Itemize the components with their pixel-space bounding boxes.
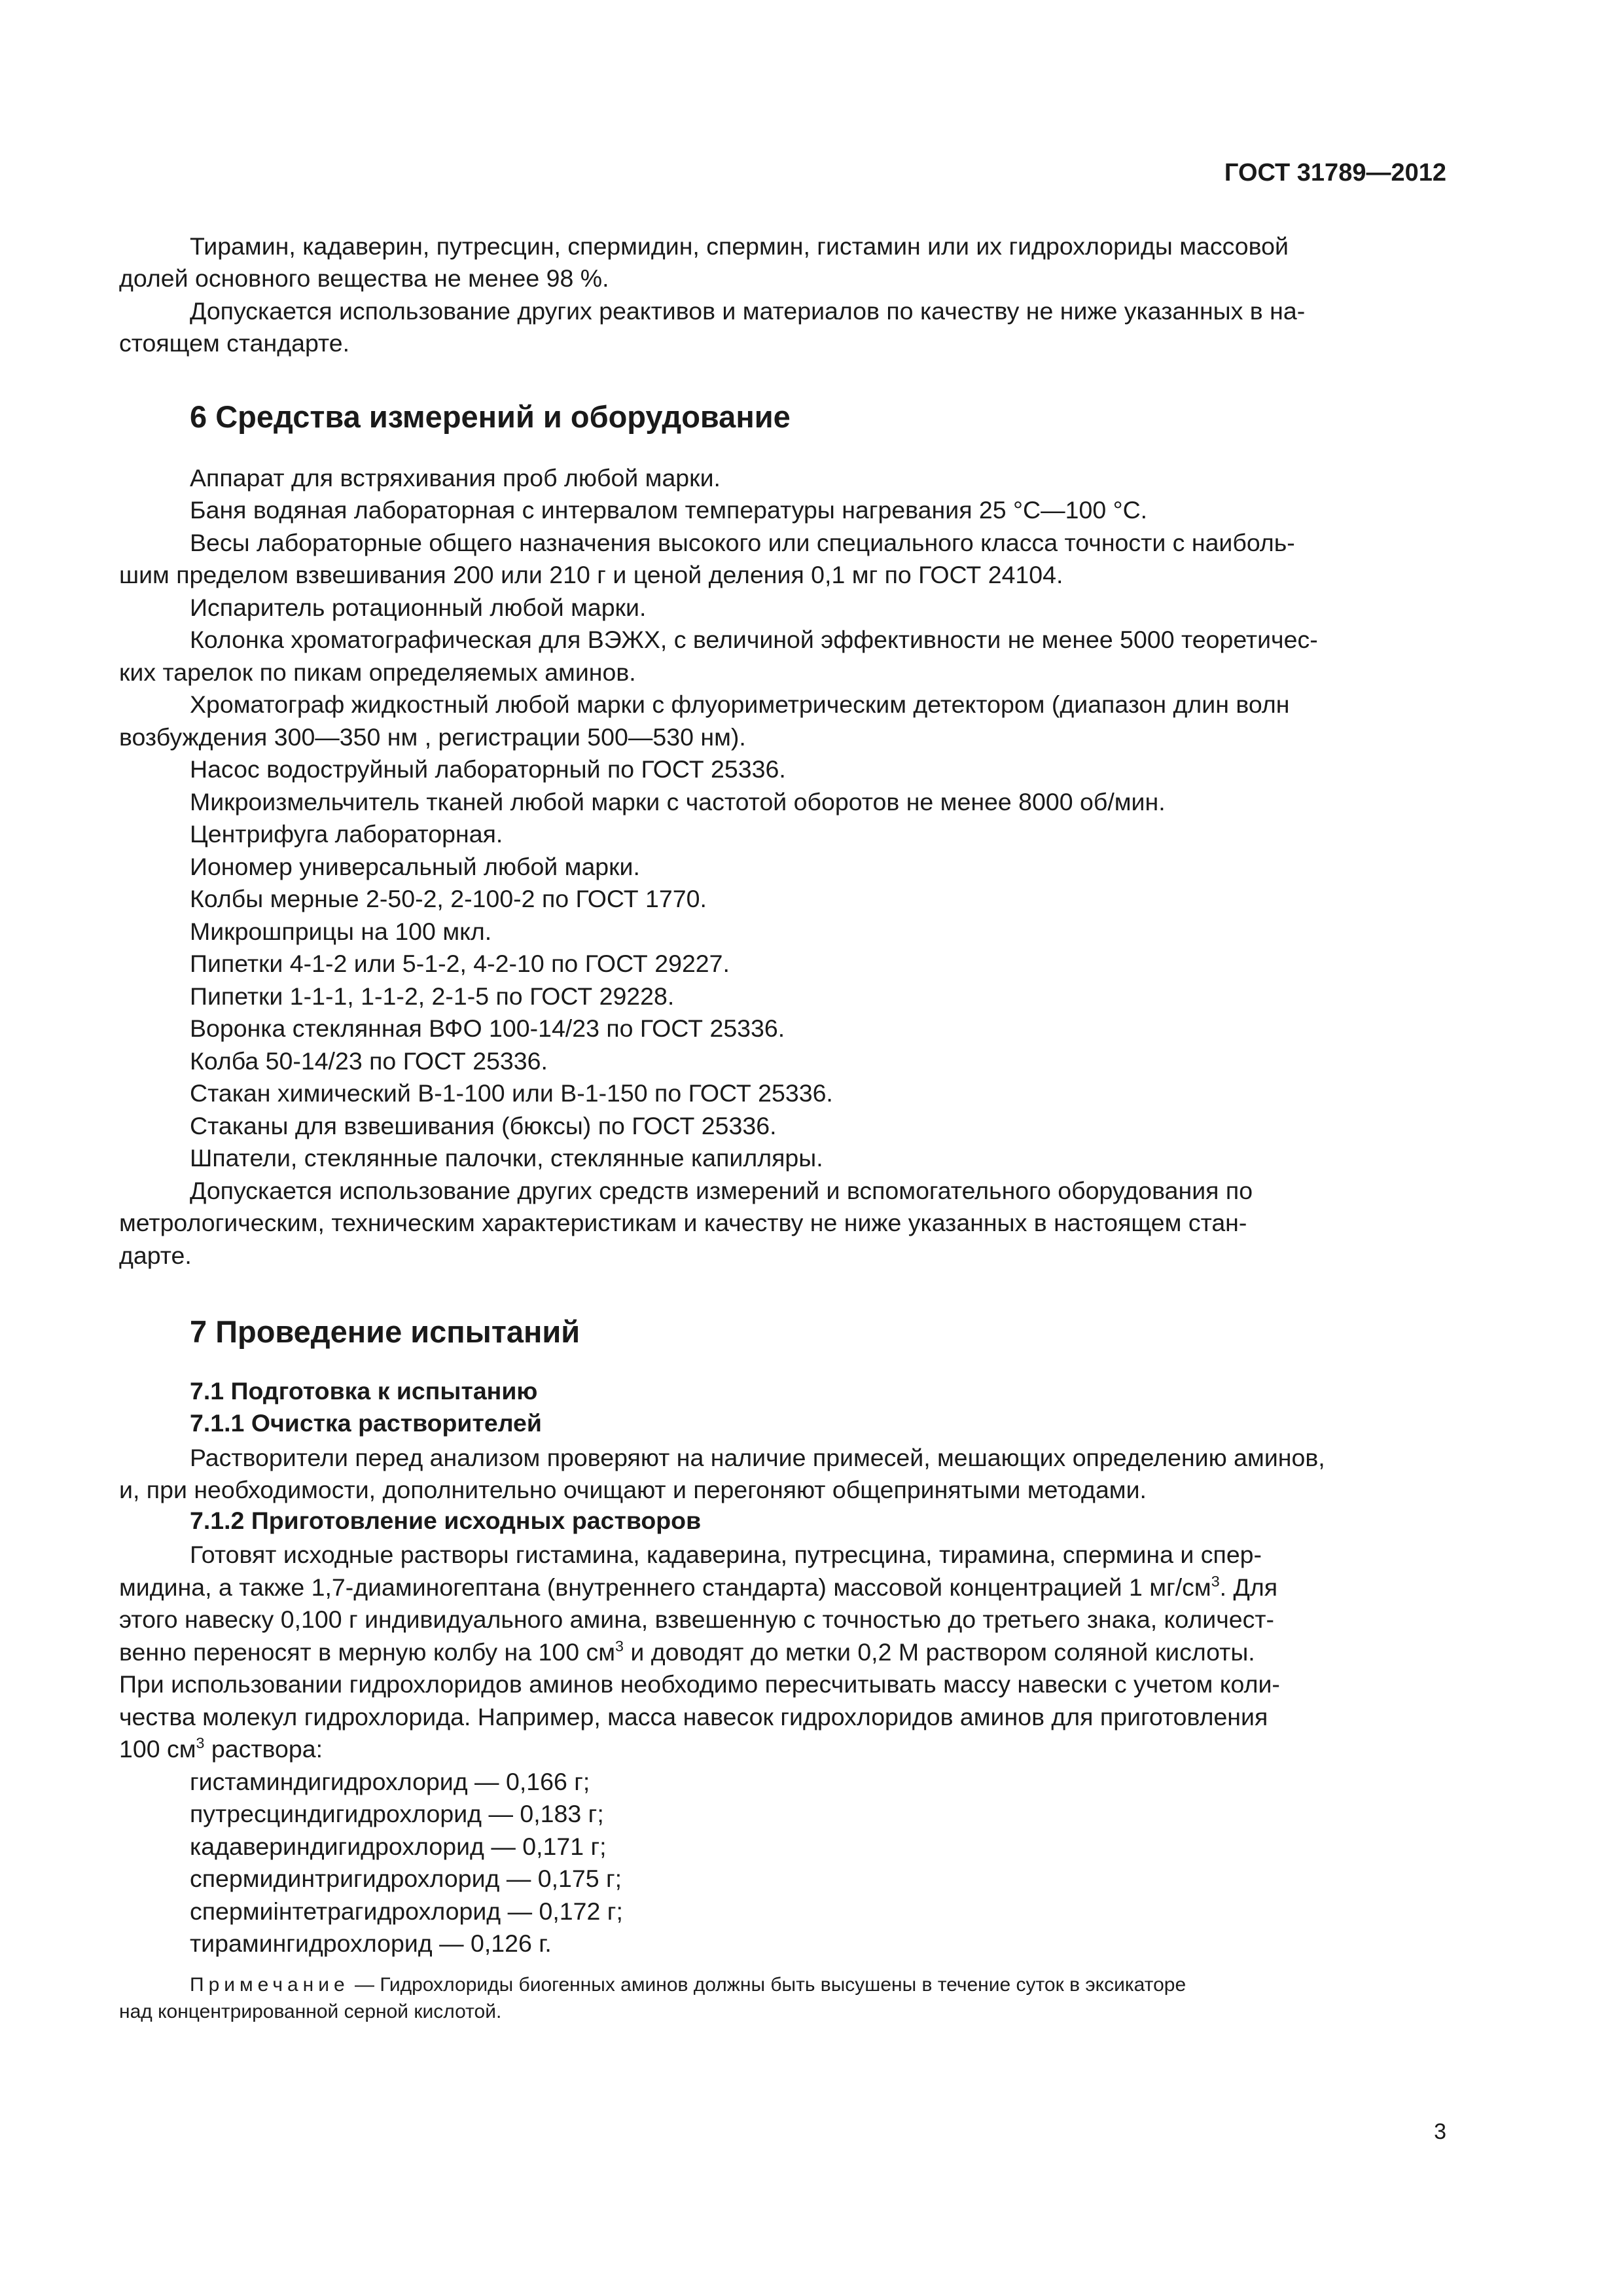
- section-6-line: Насос водоструйный лабораторный по ГОСТ 25336.: [190, 755, 786, 783]
- section-6-line: Пипетки 4-1-2 или 5-1-2, 4-2-10 по ГОСТ 29227.: [190, 950, 730, 977]
- section-6-line: Колба 50-14/23 по ГОСТ 25336.: [190, 1047, 548, 1075]
- section-6-line: Колбы мерные 2-50-2, 2-100-2 по ГОСТ 1770.: [190, 885, 707, 912]
- section-6-line: ких тарелок по пикам определяемых аминов.: [119, 658, 636, 686]
- section-6-line: Баня водяная лабораторная с интервалом температуры нагревания 25 °С—100 °С.: [190, 496, 1148, 524]
- paragraph-line: мидина, а также 1,7-диаминогептана (внутреннего стандарта) массовой концентрацией 1 $мг/см^3$. Для: [119, 1573, 1278, 1601]
- list-item: гистаминдигидрохлорид — 0,166 г;: [190, 1768, 590, 1795]
- list-item: кадавериндигидрохлорид — 0,171 г;: [190, 1833, 607, 1860]
- document-header: ГОСТ 31789—2012: [1224, 159, 1446, 187]
- intro-line: Тирамин, кадаверин, путресцин, спермидин, спермин, гистамин или их гидрохлориды массовой: [190, 232, 1289, 260]
- paragraph-line: венно переносят в мерную колбу на 100 $см^3$ и доводят до метки 0,2 М раствором соляной кислоты.: [119, 1638, 1255, 1666]
- section-7-heading: 7 Проведение испытаний: [190, 1314, 580, 1349]
- section-6-line: Хроматограф жидкостный любой марки с флуориметрическим детектором (диапазон длин волн: [190, 691, 1290, 718]
- section-6-line: Допускается использование других средств измерений и вспомогательного оборудования по: [190, 1177, 1253, 1204]
- section-6-line: Стакан химический В-1-100 или В-1-150 по ГОСТ 25336.: [190, 1079, 833, 1107]
- list-item: тирамингидрохлорид — 0,126 г.: [190, 1929, 552, 1957]
- subsection-7-1-1-heading: 7.1.1 Очистка растворителей: [190, 1409, 542, 1437]
- section-6-line: Иономер универсальный любой марки.: [190, 853, 640, 880]
- paragraph-line: 100 $см^3$ раствора:: [119, 1734, 323, 1763]
- list-item: спермиінтетрагидрохлорид — 0,172 г;: [190, 1897, 623, 1925]
- paragraph-line: чества молекул гидрохлорида. Например, масса навесок гидрохлоридов аминов для приготовления: [119, 1703, 1268, 1731]
- subsection-7-1-heading: 7.1 Подготовка к испытанию: [190, 1377, 538, 1405]
- section-6-line: Микроизмельчитель тканей любой марки с частотой оборотов не менее 8000 об/мин.: [190, 788, 1166, 816]
- list-item: спермидинтригидрохлорид — 0,175 г;: [190, 1865, 622, 1892]
- section-6-line: Воронка стеклянная ВФО 100-14/23 по ГОСТ 25336.: [190, 1014, 785, 1042]
- section-6-line: дарте.: [119, 1242, 192, 1269]
- intro-line: стоящем стандарте.: [119, 329, 350, 357]
- paragraph-line: этого навеску 0,100 г индивидуального амина, взвешенную с точностью до третьего знака, количест-: [119, 1605, 1275, 1633]
- intro-line: долей основного вещества не менее 98 %.: [119, 264, 609, 292]
- paragraph-line: Готовят исходные растворы гистамина, кадаверина, путресцина, тирамина, спермина и спер-: [190, 1541, 1262, 1568]
- list-item: путресциндигидрохлорид — 0,183 г;: [190, 1800, 604, 1827]
- note-line: над концентрированной серной кислотой.: [119, 2001, 502, 2022]
- intro-line: Допускается использование других реактивов и материалов по качеству не ниже указанных в на-: [190, 297, 1306, 325]
- paragraph-line: При использовании гидрохлоридов аминов необходимо пересчитывать массу навески с учетом коли-: [119, 1670, 1280, 1698]
- section-6-line: Испаритель ротационный любой марки.: [190, 594, 647, 621]
- section-6-line: Шпатели, стеклянные палочки, стеклянные капилляры.: [190, 1144, 823, 1172]
- note-line: Примечание — Гидрохлориды биогенных аминов должны быть высушены в течение суток в эксикаторе: [190, 1974, 1186, 1996]
- section-6-line: Стаканы для взвешивания (бюксы) по ГОСТ 25336.: [190, 1112, 777, 1139]
- section-6-line: возбуждения 300—350 нм , регистрации 500—530 нм).: [119, 723, 746, 751]
- section-6-heading: 6 Средства измерений и оборудование: [190, 399, 791, 434]
- page-number: 3: [1434, 2119, 1446, 2144]
- section-6-line: Пипетки 1-1-1, 1-1-2, 2-1-5 по ГОСТ 29228.: [190, 982, 675, 1010]
- section-6-line: шим пределом взвешивания 200 или 210 г и ценой деления 0,1 мг по ГОСТ 24104.: [119, 561, 1063, 588]
- section-6-line: Весы лабораторные общего назначения высокого или специального класса точности с наиболь-: [190, 529, 1295, 556]
- paragraph-line: Растворители перед анализом проверяют на наличие примесей, мешающих определению аминов,: [190, 1444, 1325, 1471]
- section-6-line: метрологическим, техническим характеристикам и качеству не ниже указанных в настоящем стан-: [119, 1209, 1247, 1236]
- section-6-line: Микрошприцы на 100 мкл.: [190, 918, 492, 945]
- subsection-7-1-2-heading: 7.1.2 Приготовление исходных растворов: [190, 1507, 702, 1534]
- section-6-line: Колонка хроматографическая для ВЭЖХ, с величиной эффективности не менее 5000 теоретичес-: [190, 626, 1318, 653]
- section-6-line: Центрифуга лабораторная.: [190, 820, 503, 848]
- section-6-line: Аппарат для встряхивания проб любой марки.: [190, 464, 721, 492]
- paragraph-line: и, при необходимости, дополнительно очищают и перегоняют общепринятыми методами.: [119, 1476, 1147, 1503]
